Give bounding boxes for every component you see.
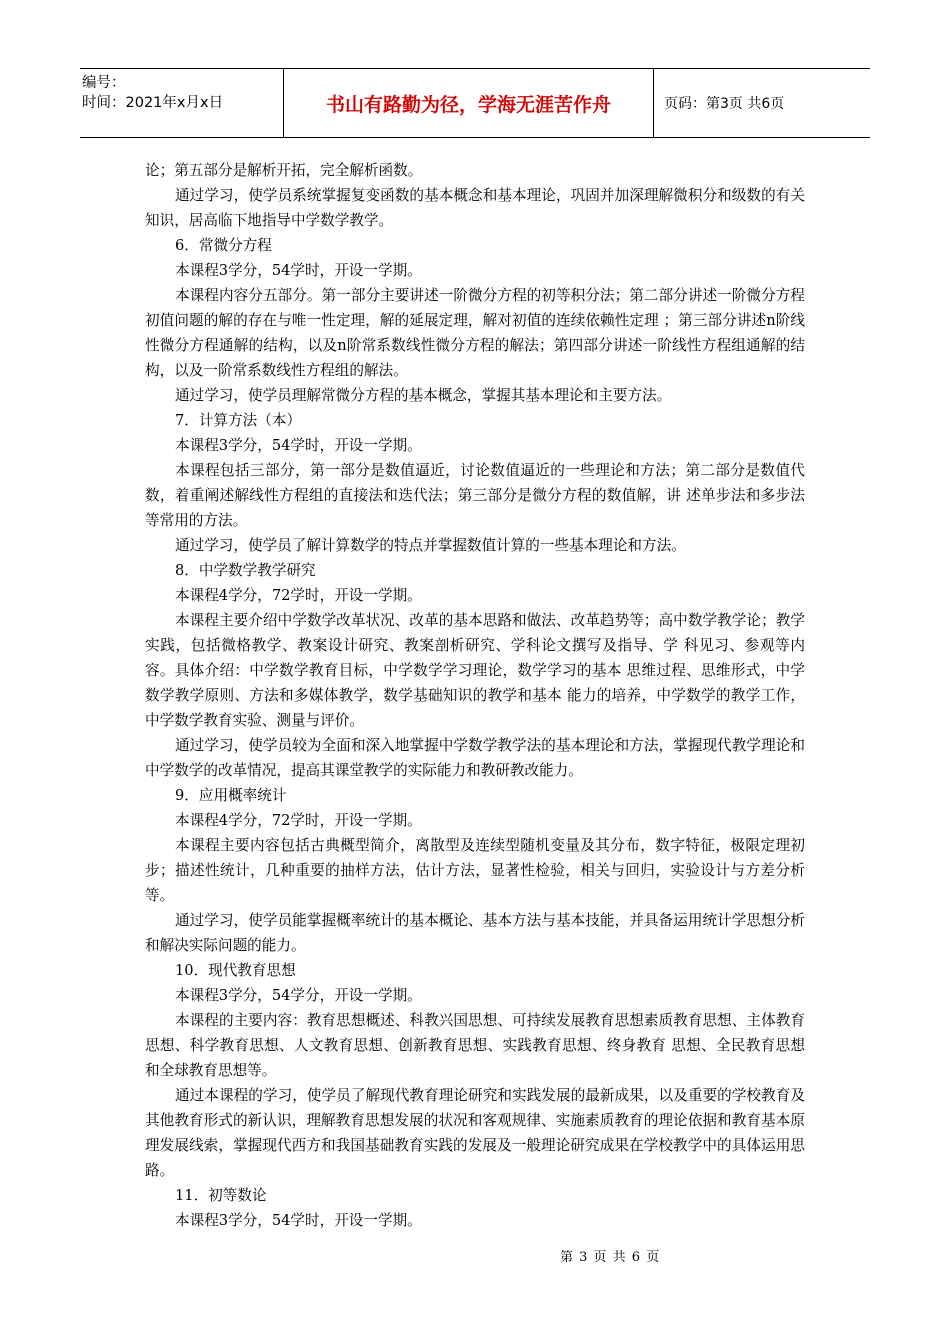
date-label: 时间：2021年x月x日 xyxy=(82,95,224,111)
number-label: 编号： xyxy=(82,75,126,91)
document-body xyxy=(145,158,805,1233)
body-paragraph: 通过学习，使学员能掌握概率统计的基本概论、基本方法与基本技能，并具备运用统计学思想分析和解决实际问题的能力。 xyxy=(145,912,805,954)
body-paragraph: 通过学习，使学员了解计算数学的特点并掌握数值计算的一些基本理论和方法。 xyxy=(175,537,686,554)
body-paragraph: 通过学习，使学员理解常微分方程的基本概念，掌握其基本理论和主要方法。 xyxy=(175,387,672,404)
body-paragraph: 本课程包括三部分，第一部分是数值逼近，讨论数值逼近的一些理论和方法；第二部分是数值代数，着重阐述解线性方程组的直接法和迭代法；第三部分是微分方程的数值解，讲 述单步法和多步法等常用的方法。 xyxy=(145,462,805,529)
body-paragraph: 本课程内容分五部分。第一部分主要讲述一阶微分方程的初等积分法；第二部分讲述一阶微分方程初值问题的解的存在与唯一性定理，解的延展定理，解对初值的连续依赖性定理 ；第三部分讲述n阶线性微分方程通解的结构，以及n阶常系数线性微分方程的解法；第四部分讲述一阶线性方程组通解的结构，以及一阶常系数线性方程组的解法。 xyxy=(145,287,805,379)
body-paragraph: 7．计算方法（本） xyxy=(175,412,302,429)
body-paragraph: 8．中学数学教学研究 xyxy=(175,562,316,579)
body-paragraph: 通过学习，使学员较为全面和深入地掌握中学数学教学法的基本理论和方法，掌握现代教学理论和中学数学的改革情况，提高其课堂教学的实际能力和教研教改能力。 xyxy=(145,737,805,779)
header-meta xyxy=(80,69,284,137)
body-paragraph: 通过学习，使学员系统掌握复变函数的基本概念和基本理论，巩固并加深理解微积分和级数的有关知识，居高临下地指导中学数学教学。 xyxy=(145,187,805,229)
page-footer: 第 3 页 共 6 页 xyxy=(560,1250,661,1265)
header-page-label: 页码：第3页 共6页 xyxy=(664,96,785,112)
body-paragraph: 本课程3学分，54学时，开设一学期。 xyxy=(175,262,422,279)
body-paragraph: 本课程3学分，54学分，开设一学期。 xyxy=(175,987,422,1004)
page-header xyxy=(80,68,870,138)
header-motto: 书山有路勤为径，学海无涯苦作舟 xyxy=(284,69,654,137)
body-paragraph: 11．初等数论 xyxy=(175,1187,267,1204)
body-paragraph: 本课程4学分，72学时，开设一学期。 xyxy=(175,812,422,829)
body-paragraph: 9．应用概率统计 xyxy=(175,787,287,804)
body-paragraph: 本课程4学分，72学时，开设一学期。 xyxy=(175,587,422,604)
body-paragraph: 本课程主要介绍中学数学改革状况、改革的基本思路和做法、改革趋势等；高中数学教学论；教学实践，包括微格教学、教案设计研究、教案剖析研究、学科论文撰写及指导、学 科见习、参观等内容。具体介绍：中学数学教育目标，中学数学学习理论，数学学习的基本 思维过程、思维形式，中学数学教学原则、方法和多媒体教学，数学基础知识的教学和基本 能力的培养，中学数学的教学工作，中学数学教育实验、测量与评价。 xyxy=(145,612,805,729)
body-paragraph: 10．现代教育思想 xyxy=(175,962,296,979)
body-paragraph: 本课程3学分，54学时，开设一学期。 xyxy=(175,437,422,454)
body-paragraph: 论；第五部分是解析开拓，完全解析函数。 xyxy=(145,162,423,179)
body-paragraph: 6．常微分方程 xyxy=(175,237,272,254)
body-paragraph: 本课程主要内容包括古典概型简介，离散型及连续型随机变量及其分布，数字特征，极限定理初步；描述性统计，几种重要的抽样方法，估计方法，显著性检验，相关与回归，实验设计与方差分析等。 xyxy=(145,837,805,904)
body-paragraph: 本课程3学分，54学时，开设一学期。 xyxy=(175,1212,422,1229)
body-paragraph: 本课程的主要内容：教育思想概述、科教兴国思想、可持续发展教育思想素质教育思想、主体教育思想、科学教育思想、人文教育思想、创新教育思想、实践教育思想、终身教育 思想、全民教育思想和全球教育思想等。 xyxy=(145,1012,805,1079)
body-paragraph: 通过本课程的学习，使学员了解现代教育理论研究和实践发展的最新成果，以及重要的学校教育及其他教育形式的新认识，理解教育思想发展的状况和客观规律、实施素质教育的理论依据和教育基本原理发展线索，掌握现代西方和我国基础教育实践的发展及一般理论研究成果在学校教学中的具体运用思路。 xyxy=(145,1087,805,1179)
